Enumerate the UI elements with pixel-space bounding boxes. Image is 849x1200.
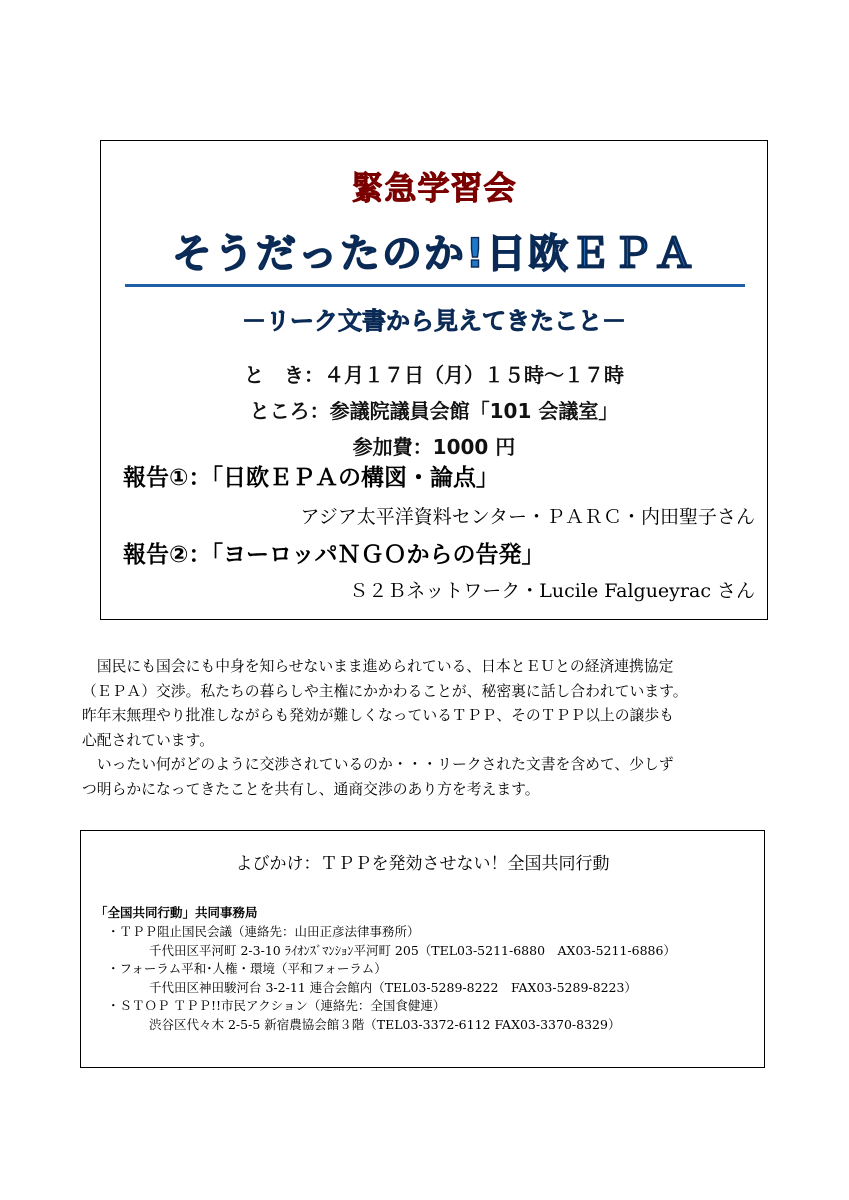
organizer-name: ・ＴＰＰ阻止国民会議（連絡先：山田正彦法律事務所） [107,924,420,939]
title-underline [125,284,745,287]
event-announcement-box [100,140,768,620]
event-title: そうだったのか!日欧ＥＰＡ [171,231,697,277]
event-headline: 緊急学習会 [351,169,517,207]
report-2-title: 報告②：「ヨーロッパＮＧＯからの告発」 [123,542,545,568]
description-line [82,655,782,680]
event-place: ところ：参議院議員会館「101 会議室」 [249,399,619,423]
organizers-heading: よびかけ：ＴＰＰを発効させない！全国共同行動 [235,854,610,874]
description-line-text: 国民にも国会にも中身を知らせないまま進められている、日本とＥＵとの経済連携協定 [96,658,674,675]
organizers-box [80,830,765,1068]
organizer-address: 千代田区平河町 2-3-10 ﾗｲｵﾝｽﾞﾏﾝｼｮﾝ平河町 205（TEL03-5211-6880 AX03-5211-6886） [149,942,676,958]
report-2-speaker: Ｓ２Ｂネットワーク・Lucile Falgueyrac さん [349,580,755,602]
organizer-name: ・フォーラム平和･人権・環境（平和フォーラム） [107,961,387,976]
event-subtitle: －リーク文書から見えてきたこと－ [242,307,626,335]
description-line [82,753,782,778]
report-1-speaker: アジア太平洋資料センター・ＰＡＲＣ・内田聖子さん [300,506,755,528]
organizer-address: 千代田区神田駿河台 3-2-11 連合会館内（TEL03-5289-8222 FAX03-5289-8223） [149,979,637,995]
secretariat-label: 「全国共同行動」共同事務局 [95,905,258,920]
organizer-name: ・ＳＴＯＰ ＴＰＰ!!市民アクション（連絡先：全国食健連） [107,998,446,1013]
description-line: （ＥＰＡ）交渉。私たちの暮らしや主権にかかわることが、秘密裏に話し合われています。 [82,682,688,700]
report-1-title: 報告①：「日欧ＥＰＡの構図・論点」 [123,465,499,491]
event-time: と き：４月１７日（月）１５時～１７時 [244,363,624,387]
description-line: 心配されています。 [82,731,214,749]
organizer-list [107,923,676,1034]
description-line: 昨年末無理やり批准しながらも発効が難しくなっているＴＰＰ、そのＴＰＰ以上の譲歩も [82,707,674,724]
description-text [82,655,782,802]
description-line: つ明らかになってきたことを共有し、通商交渉のあり方を考えます。 [82,780,540,798]
event-fee: 参加費：1000 円 [352,435,516,459]
organizer-address: 渋谷区代々木 2-5-5 新宿農協会館３階（TEL03-3372-6112 FAX03-3370-8329） [149,1016,621,1032]
description-line-text: いったい何がどのように交渉されているのか・・・リークされた文書を含めて、少しず [96,756,674,773]
